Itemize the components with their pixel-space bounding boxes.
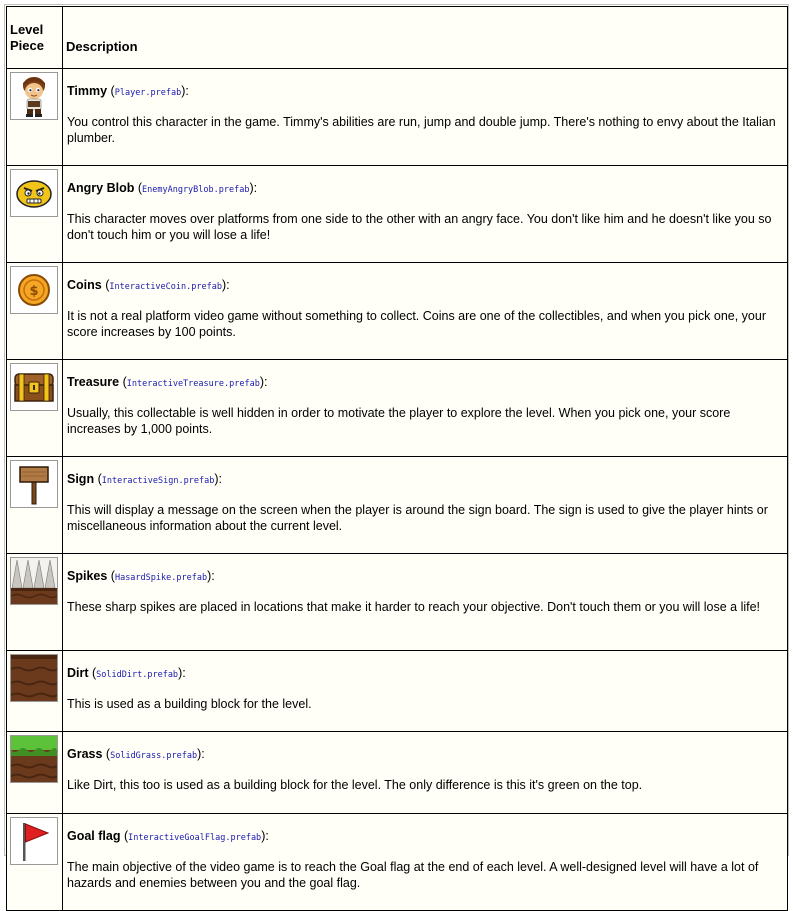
piece-name: Dirt: [67, 666, 89, 680]
spikes-icon: [10, 557, 58, 605]
prefab-file: InteractiveCoin.prefab: [109, 282, 222, 292]
piece-name: Angry Blob: [67, 181, 135, 195]
treasure-icon: [10, 363, 58, 411]
table-row: Angry Blob (EnemyAngryBlob.prefab): This character moves over platforms from one side to the other with an angry face. You don't like him and he doesn't like you so don't touch him or you will lose a life!: [7, 166, 788, 263]
table-row: Spikes (HasardSpike.prefab): These sharp spikes are placed in locations that make it harder to reach your objective. Don't touch them or you will lose a life!: [7, 554, 788, 651]
header-description: Description: [63, 7, 788, 69]
dirt-icon: [10, 654, 58, 702]
piece-description: Usually, this collectable is well hidden in order to motivate the player to explore the level. When you pick one, your score increases by 1,000 points.: [67, 406, 731, 436]
piece-name: Treasure: [67, 375, 120, 389]
prefab-file: SolidGrass.prefab: [110, 751, 198, 761]
piece-description: The main objective of the video game is to reach the Goal flag at the end of each level. A well-designed level will have a lot of hazards and enemies between you and the goal flag.: [67, 860, 759, 890]
coin-icon: [10, 266, 58, 314]
table-row: Treasure (InteractiveTreasure.prefab): Usually, this collectable is well hidden in order to motivate the player to explore the level. When you pick one, your score increases by 1,000 points.: [7, 360, 788, 457]
table-row: Sign (InteractiveSign.prefab): This will display a message on the screen when the player is around the sign board. The sign is used to give the player hints or miscellaneous information about the current level.: [7, 457, 788, 554]
piece-description: This character moves over platforms from one side to the other with an angry face. You don't like him and he doesn't like you so don't touch him or you will lose a life!: [67, 212, 772, 242]
table-row: $ Coins (InteractiveCoin.prefab): It is not a real platform video game without something to collect. Coins are one of the collectibles, and when you pick one, your score increases by 100 points.: [7, 263, 788, 360]
piece-description: These sharp spikes are placed in locations that make it harder to reach your objective. Don't touch them or you will lose a life!: [67, 600, 761, 614]
prefab-file: InteractiveGoalFlag.prefab: [128, 833, 262, 843]
prefab-file: Player.prefab: [114, 88, 182, 98]
timmy-icon: [10, 72, 58, 120]
svg-text:$: $: [29, 284, 39, 299]
prefab-file: InteractiveSign.prefab: [101, 476, 215, 486]
table-row: Dirt (SolidDirt.prefab): This is used as a building block for the level.: [7, 651, 788, 732]
grass-icon: [10, 735, 58, 783]
piece-name: Grass: [67, 747, 103, 761]
sign-icon: [10, 460, 58, 508]
piece-description: You control this character in the game. Timmy's abilities are run, jump and double jump. There's nothing to envy about the Italian plumber.: [67, 115, 776, 145]
piece-name: Timmy: [67, 84, 108, 98]
prefab-file: InteractiveTreasure.prefab: [126, 379, 260, 389]
level-pieces-table: [6, 6, 788, 911]
table-row: Grass (SolidGrass.prefab): Like Dirt, this too is used as a building block for the level. The only difference is this it's green on the top.: [7, 732, 788, 814]
piece-description: This will display a message on the screen when the player is around the sign board. The sign is used to give the player hints or miscellaneous information about the current level.: [67, 503, 768, 533]
table-row: Timmy (Player.prefab): You control this character in the game. Timmy's abilities are run, jump and double jump. There's nothing to envy about the Italian plumber.: [7, 69, 788, 166]
prefab-file: EnemyAngryBlob.prefab: [142, 185, 250, 195]
prefab-file: HasardSpike.prefab: [114, 573, 208, 583]
piece-description: This is used as a building block for the level.: [67, 697, 312, 711]
goal-flag-icon: [10, 817, 58, 865]
piece-name: Sign: [67, 472, 95, 486]
piece-name: Coins: [67, 278, 102, 292]
piece-description: Like Dirt, this too is used as a building block for the level. The only difference is this it's green on the top.: [67, 778, 643, 792]
angry-blob-icon: [10, 169, 58, 217]
piece-description: It is not a real platform video game without something to collect. Coins are one of the collectibles, and when you pick one, your score increases by 100 points.: [67, 309, 766, 339]
piece-name: Goal flag: [67, 829, 121, 843]
prefab-file: SolidDirt.prefab: [96, 670, 179, 680]
table-row: Goal flag (InteractiveGoalFlag.prefab): The main objective of the video game is to reach the Goal flag at the end of each level. A well-designed level will have a lot of hazards and enemies between you and the goal flag.: [7, 814, 788, 911]
table-header-row: [7, 7, 788, 69]
header-level-piece: Level Piece: [7, 7, 63, 69]
piece-name: Spikes: [67, 569, 108, 583]
